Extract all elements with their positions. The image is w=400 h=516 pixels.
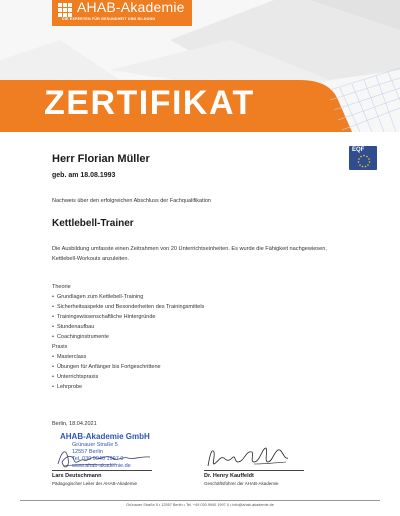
curriculum	[52, 282, 204, 392]
recipient-name: Herr Florian Müller	[52, 153, 150, 165]
list-item: • Übungen für Anfänger bis Fortgeschrittene	[52, 362, 204, 372]
signatory-left-name: Lars Deutschmann	[52, 473, 102, 479]
list-item: • Coachinginstrumente	[52, 332, 204, 342]
eqf-label: EQF	[352, 147, 365, 153]
signature-line-left	[52, 470, 152, 471]
stamp-company: AHAB-Akademie GmbH	[60, 432, 150, 441]
footer-divider	[20, 500, 380, 501]
issue-date: Berlin, 18.04.2021	[52, 421, 97, 427]
signatory-right-role: Geschäftsführer der AHAB-Akademie	[204, 481, 279, 486]
brand-logo	[52, 0, 192, 26]
practice-heading: Praxis	[52, 344, 68, 350]
logo-grid-icon	[58, 3, 72, 17]
stamp-street: Grünauer Straße 5	[72, 442, 118, 448]
signature-line-right	[204, 470, 304, 471]
certificate-title: ZERTIFIKAT	[44, 84, 255, 122]
eu-stars-icon	[357, 154, 371, 168]
list-item: • Grundlagen zum Kettlebell-Training	[52, 292, 204, 302]
qualification-statement: Nachweis über den erfolgreichen Abschluss der Fachqualifikation	[52, 198, 211, 204]
list-item: • Sicherheitsaspekte und Besonderheiten des Trainingsmittels	[52, 302, 204, 312]
stamp-city: 12557 Berlin	[72, 449, 103, 455]
recipient-birthdate: geb. am 18.08.1993	[52, 172, 116, 179]
stamp-phone: Tel. 030 9940 1997 0	[72, 456, 124, 462]
theory-list	[52, 292, 204, 342]
eqf-badge	[349, 146, 377, 170]
footer-contact: Grünauer Straße 5 • 12557 Berlin • Tel. +49 030 9940 1997 0 • info@ahab-akademie.de	[126, 503, 274, 507]
list-item: • Lehrprobe	[52, 382, 204, 392]
stamp-website: www.ahab-akademie.de	[72, 463, 131, 469]
list-item: • Unterrichtspraxis	[52, 372, 204, 382]
signature-right	[204, 442, 304, 470]
list-item: • Stundenaufbau	[52, 322, 204, 332]
theory-heading: Theorie	[52, 284, 71, 290]
practice-list	[52, 352, 204, 392]
course-description: Die Ausbildung umfasste einen Zeitrahmen von 20 Unterrichtseinheiten. Es wurde die Fähigkeit nachgewiesen, Kettlebell-Workouts anzuleiten.	[52, 246, 327, 262]
signature-left	[56, 444, 156, 472]
logo-name: AHAB-Akademie	[77, 0, 185, 15]
logo-tagline: DIE EXPERTEN FÜR GESUNDHEIT UND BILDUNG	[62, 17, 156, 21]
course-title: Kettlebell-Trainer	[52, 218, 134, 229]
signatory-right-name: Dr. Henry Kauffeldt	[204, 473, 254, 479]
list-item: • Masterclass	[52, 352, 204, 362]
list-item: • Trainingswissenschaftliche Hintergründe	[52, 312, 204, 322]
signatory-left-role: Pädagogischer Leiter der AHAB-Akademie	[52, 481, 138, 486]
